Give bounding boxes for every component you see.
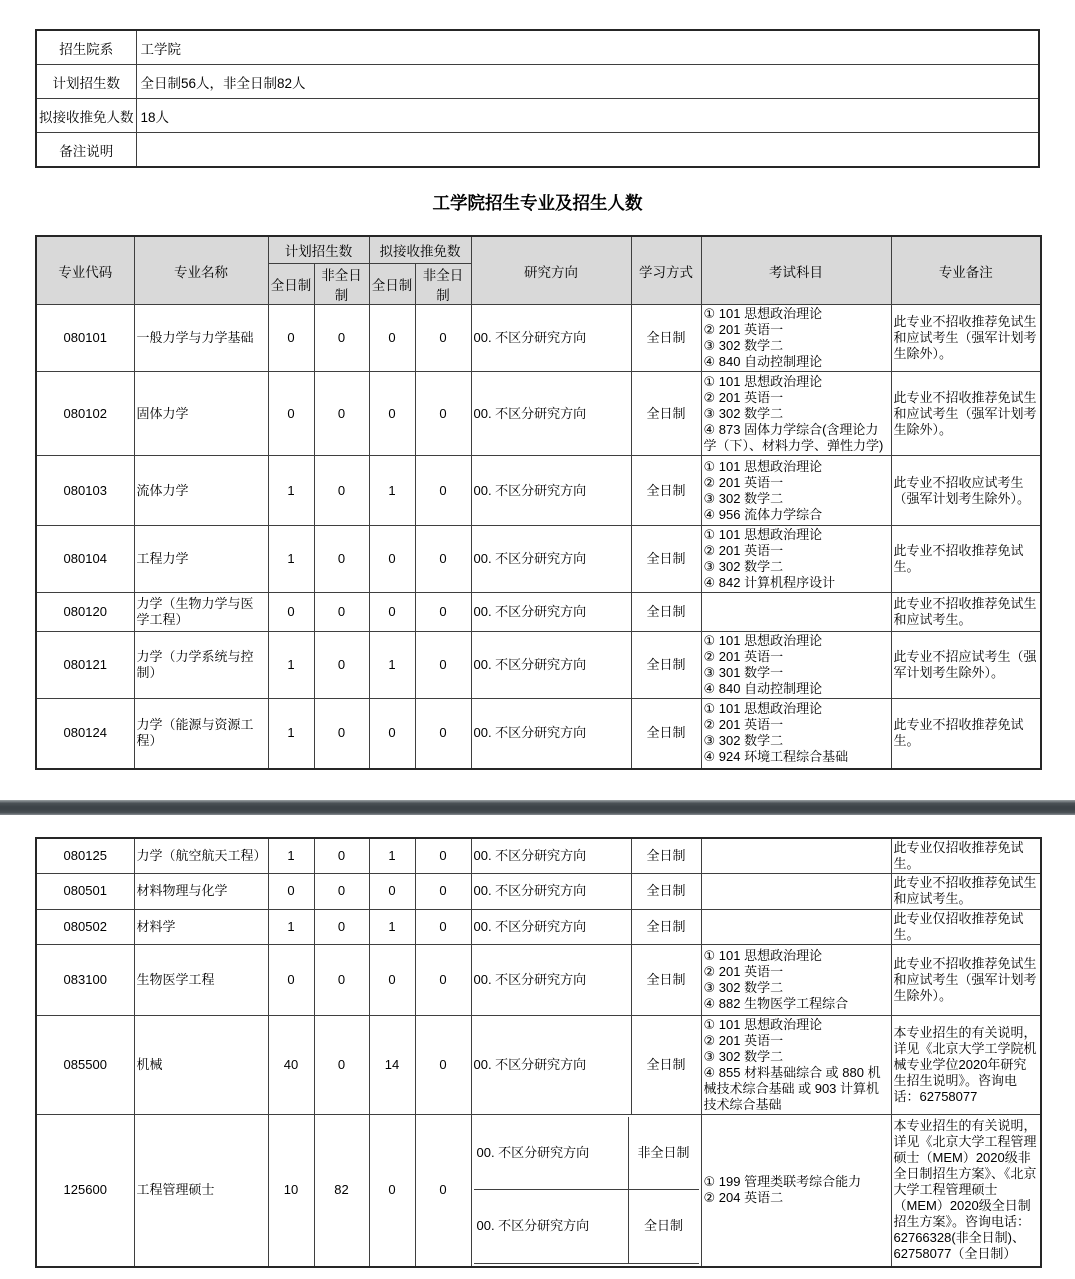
major-remark: 此专业不招收推荐免试生和应试考生（强军计划考生除外）。 (891, 944, 1041, 1015)
major-name: 生物医学工程 (134, 944, 268, 1015)
exempt-parttime-count: 0 (415, 372, 471, 456)
exam-subject-line: ② 201 英语一 (703, 649, 784, 664)
major-remark: 此专业不招收应试考生（强军计划考生除外）。 (891, 456, 1041, 526)
planned-parttime-count: 0 (314, 526, 369, 593)
page-divider-bar (0, 800, 1075, 815)
exempt-parttime-count: 0 (415, 526, 471, 593)
exam-subject-line: ① 101 思想政治理论 (703, 701, 823, 717)
study-mode: 全日制 (629, 1189, 699, 1263)
page-title: 工学院招生专业及招生人数 (432, 193, 643, 213)
exempt-parttime-count: 0 (415, 305, 471, 372)
exam-subject-line: ② 201 英语一 (703, 1032, 784, 1048)
major-row (36, 838, 1041, 874)
major-row (36, 632, 1041, 699)
planned-fulltime-count: 1 (268, 632, 314, 699)
exam-subject-line: ④ 873 固体力学综合(含理论力学（下）、材料力学、弹性力学) (703, 421, 884, 453)
exempt-fulltime-count: 1 (369, 838, 415, 874)
major-code: 080104 (36, 526, 134, 593)
info-label: 备注说明 (36, 133, 136, 168)
exam-subject-line: ③ 302 数学二 (703, 490, 784, 506)
major-remark: 此专业不招收推荐免试生和应试考生（强军计划考生除外）。 (891, 305, 1041, 372)
exam-subjects (701, 593, 891, 632)
planned-parttime-count: 0 (314, 305, 369, 372)
research-direction: 00. 不区分研究方向 (471, 944, 631, 1015)
exam-subject-line: ③ 301 数学一 (703, 665, 784, 680)
exempt-fulltime-count: 1 (369, 632, 415, 699)
exempt-parttime-count: 0 (415, 699, 471, 769)
exam-subjects (701, 456, 891, 526)
exam-subject-line: ④ 840 自动控制理论 (703, 681, 823, 696)
exam-subjects (701, 838, 891, 874)
exam-subject-line: ② 201 英语一 (703, 322, 784, 337)
research-direction: 00. 不区分研究方向 (471, 873, 631, 909)
exam-subjects (701, 632, 891, 699)
exam-subject-line: ② 201 英语一 (703, 717, 784, 733)
info-row (36, 65, 1039, 99)
major-code: 080125 (36, 838, 134, 874)
research-direction: 00. 不区分研究方向 (471, 632, 631, 699)
major-name: 力学（生物力学与医学工程） (134, 593, 268, 632)
exam-subject-line: ② 201 英语一 (703, 963, 784, 979)
col-header-exempt: 拟接收推免数 (369, 236, 471, 264)
study-mode: 非全日制 (637, 1144, 690, 1160)
planned-fulltime-count: 1 (268, 838, 314, 874)
study-mode: 全日制 (631, 593, 701, 632)
major-row (36, 1114, 1041, 1267)
major-name: 材料物理与化学 (134, 873, 268, 909)
major-code: 080103 (36, 456, 134, 526)
exam-subject-line: ① 101 思想政治理论 (703, 306, 823, 321)
exam-subject-line: ② 201 英语一 (703, 389, 784, 405)
study-mode: 全日制 (631, 909, 701, 944)
research-direction: 00. 不区分研究方向 (471, 838, 631, 874)
planned-fulltime-count: 40 (268, 1015, 314, 1114)
exempt-fulltime-count: 0 (369, 699, 415, 769)
exempt-fulltime-count: 14 (369, 1015, 415, 1114)
info-label: 拟接收推免人数 (36, 99, 136, 133)
exempt-fulltime-count: 0 (369, 1114, 415, 1267)
planned-fulltime-count: 1 (268, 526, 314, 593)
exam-subjects (701, 944, 891, 1015)
major-remark: 此专业仅招收推荐免试生。 (891, 909, 1041, 944)
research-direction: 00. 不区分研究方向 (471, 305, 631, 372)
major-row (36, 873, 1041, 909)
major-name: 流体力学 (134, 456, 268, 526)
exam-subject-line: ① 101 思想政治理论 (703, 947, 823, 963)
study-mode: 全日制 (631, 838, 701, 874)
exam-subjects (701, 1015, 891, 1114)
direction-mode-block (474, 1117, 699, 1264)
major-name: 工程管理硕士 (134, 1114, 268, 1267)
col-header-planned: 计划招生数 (268, 236, 369, 264)
planned-fulltime-count: 1 (268, 699, 314, 769)
exempt-fulltime-count: 0 (369, 873, 415, 909)
major-row (36, 699, 1041, 769)
info-value: 全日制56人，非全日制82人 (136, 65, 1039, 99)
exam-subject-line: ④ 924 环境工程综合基础 (703, 749, 849, 765)
exam-subject-line: ① 101 思想政治理论 (703, 527, 823, 542)
major-remark: 此专业不招应试考生（强军计划考生除外）。 (891, 632, 1041, 699)
exempt-parttime-count: 0 (415, 1015, 471, 1114)
research-direction: 00. 不区分研究方向 (471, 593, 631, 632)
major-remark: 此专业仅招收推荐免试生。 (891, 838, 1041, 874)
research-direction: 00. 不区分研究方向 (471, 456, 631, 526)
major-code: 080121 (36, 632, 134, 699)
exam-subject-line: ① 101 思想政治理论 (703, 633, 823, 648)
research-direction: 00. 不区分研究方向 (471, 1015, 631, 1114)
major-code: 080502 (36, 909, 134, 944)
exam-subject-line: ① 199 管理类联考综合能力 (703, 1174, 862, 1190)
exempt-parttime-count: 0 (415, 593, 471, 632)
info-value (136, 133, 1039, 168)
planned-fulltime-count: 0 (268, 305, 314, 372)
major-remark: 此专业不招收推荐免试生。 (891, 526, 1041, 593)
study-mode: 全日制 (631, 699, 701, 769)
exempt-fulltime-count: 0 (369, 593, 415, 632)
exempt-parttime-count: 0 (415, 1114, 471, 1267)
exempt-fulltime-count: 0 (369, 305, 415, 372)
planned-parttime-count: 82 (314, 1114, 369, 1267)
research-direction: 00. 不区分研究方向 (471, 526, 631, 593)
study-mode: 全日制 (631, 305, 701, 372)
planned-fulltime-count: 10 (268, 1114, 314, 1267)
exam-subjects (701, 305, 891, 372)
exempt-parttime-count: 0 (415, 873, 471, 909)
planned-parttime-count: 0 (314, 909, 369, 944)
info-row (36, 30, 1039, 65)
planned-fulltime-count: 0 (268, 593, 314, 632)
research-direction: 00. 不区分研究方向 (474, 1189, 629, 1263)
exam-subjects (701, 909, 891, 944)
majors-table-page2 (35, 837, 1042, 1269)
col-header-code: 专业代码 (36, 236, 134, 305)
major-code: 080102 (36, 372, 134, 456)
study-mode: 全日制 (631, 1015, 701, 1114)
exam-subject-line: ① 101 思想政治理论 (703, 1016, 823, 1032)
direction-mode-subtable (471, 1114, 701, 1267)
study-mode: 全日制 (631, 873, 701, 909)
exempt-fulltime-count: 0 (369, 944, 415, 1015)
exempt-fulltime-count: 1 (369, 456, 415, 526)
exam-subjects (701, 526, 891, 593)
exam-subject-line: ③ 302 数学二 (703, 733, 784, 749)
planned-parttime-count: 0 (314, 372, 369, 456)
exempt-fulltime-count: 1 (369, 909, 415, 944)
major-code: 125600 (36, 1114, 134, 1267)
col-header-mode: 学习方式 (631, 236, 701, 305)
col-header-name: 专业名称 (134, 236, 268, 305)
planned-parttime-count: 0 (314, 699, 369, 769)
exempt-fulltime-count: 0 (369, 372, 415, 456)
major-row (36, 909, 1041, 944)
exam-subject-line: ④ 842 计算机程序设计 (703, 575, 836, 590)
majors-table-page1 (35, 235, 1042, 770)
major-remark: 此专业不招收推荐免试生和应试考生（强军计划考生除外）。 (891, 372, 1041, 456)
planned-fulltime-count: 0 (268, 944, 314, 1015)
exam-subject-line: ④ 882 生物医学工程综合 (703, 995, 849, 1011)
exam-subject-line: ③ 302 数学二 (703, 979, 784, 995)
major-remark: 此专业不招收推荐免试生。 (891, 699, 1041, 769)
major-code: 083100 (36, 944, 134, 1015)
col-header-subjects: 考试科目 (701, 236, 891, 305)
major-remark: 此专业不招收推荐免试生和应试考生。 (891, 593, 1041, 632)
exam-subject-line: ① 101 思想政治理论 (703, 458, 823, 474)
planned-parttime-count: 0 (314, 873, 369, 909)
col-header-direction: 研究方向 (471, 236, 631, 305)
major-code: 080101 (36, 305, 134, 372)
planned-parttime-count: 0 (314, 1015, 369, 1114)
study-mode: 全日制 (631, 372, 701, 456)
study-mode: 全日制 (631, 456, 701, 526)
info-row (36, 99, 1039, 133)
exam-subject-line: ③ 302 数学二 (703, 338, 784, 353)
major-code: 080501 (36, 873, 134, 909)
planned-fulltime-count: 0 (268, 873, 314, 909)
exempt-parttime-count: 0 (415, 944, 471, 1015)
planned-parttime-count: 0 (314, 593, 369, 632)
admission-info-table (35, 29, 1040, 168)
major-name: 力学（力学系统与控制） (134, 632, 268, 699)
major-row (36, 944, 1041, 1015)
major-name: 机械 (134, 1015, 268, 1114)
major-row (36, 593, 1041, 632)
col-header-remark: 专业备注 (891, 236, 1041, 305)
planned-parttime-count: 0 (314, 944, 369, 1015)
major-name: 固体力学 (134, 372, 268, 456)
info-value: 工学院 (136, 30, 1039, 65)
research-direction: 00. 不区分研究方向 (471, 699, 631, 769)
exam-subject-line: ④ 840 自动控制理论 (703, 354, 823, 369)
planned-parttime-count: 0 (314, 456, 369, 526)
major-row (36, 372, 1041, 456)
exam-subjects (701, 873, 891, 909)
exam-subject-line: ③ 302 数学二 (703, 559, 784, 574)
study-mode: 全日制 (631, 632, 701, 699)
info-label: 计划招生数 (36, 65, 136, 99)
info-label: 招生院系 (36, 30, 136, 65)
study-mode: 全日制 (631, 526, 701, 593)
info-value: 18人 (136, 99, 1039, 133)
major-name: 工程力学 (134, 526, 268, 593)
col-subheader-planned-fulltime: 全日制 (268, 264, 314, 305)
major-name: 材料学 (134, 909, 268, 944)
col-subheader-exempt-fulltime: 全日制 (369, 264, 415, 305)
major-row (36, 456, 1041, 526)
major-name: 一般力学与力学基础 (134, 305, 268, 372)
major-name: 力学（能源与资源工程） (134, 699, 268, 769)
planned-fulltime-count: 1 (268, 456, 314, 526)
col-subheader-exempt-parttime: 非全日制 (415, 264, 471, 305)
exam-subject-line: ② 201 英语一 (703, 543, 784, 558)
exam-subject-line: ③ 302 数学二 (703, 1048, 784, 1064)
exam-subject-line: ① 101 思想政治理论 (703, 373, 823, 389)
exempt-fulltime-count: 0 (369, 526, 415, 593)
header-row-groups (36, 236, 1041, 264)
exam-subjects (701, 699, 891, 769)
major-remark: 本专业招生的有关说明，详见《北京大学工程管理硕士（MEM）2020级非全日制招生方案》、《北京大学工程管理硕士（MEM）2020级全日制招生方案》。咨询电话：62766328(非全日制)、62758077（全日制） (891, 1114, 1041, 1267)
exam-subjects (701, 1114, 891, 1267)
research-direction: 00. 不区分研究方向 (471, 372, 631, 456)
exam-subject-line: ④ 855 材料基础综合 或 880 机械技术综合基础 或 903 计算机技术综合基础 (703, 1064, 881, 1112)
exam-subject-line: ④ 956 流体力学综合 (703, 506, 823, 522)
exam-subject-line: ② 204 英语二 (703, 1190, 784, 1206)
major-code: 085500 (36, 1015, 134, 1114)
major-row (36, 1015, 1041, 1114)
exempt-parttime-count: 0 (415, 456, 471, 526)
planned-parttime-count: 0 (314, 838, 369, 874)
exempt-parttime-count: 0 (415, 909, 471, 944)
major-row (36, 305, 1041, 372)
study-mode: 全日制 (631, 944, 701, 1015)
exam-subject-line: ③ 302 数学二 (703, 405, 784, 421)
research-direction: 00. 不区分研究方向 (474, 1117, 629, 1189)
major-code: 080120 (36, 593, 134, 632)
major-name: 力学（航空航天工程） (134, 838, 268, 874)
planned-fulltime-count: 0 (268, 372, 314, 456)
exam-subject-line: ② 201 英语一 (703, 474, 784, 490)
major-remark: 此专业不招收推荐免试生和应试考生。 (891, 873, 1041, 909)
exempt-parttime-count: 0 (415, 632, 471, 699)
exam-subjects (701, 372, 891, 456)
col-subheader-planned-parttime: 非全日制 (314, 264, 369, 305)
major-code: 080124 (36, 699, 134, 769)
major-remark: 本专业招生的有关说明，详见《北京大学工学院机械专业学位2020年研究生招生说明》。咨询电话：62758077 (891, 1015, 1041, 1114)
research-direction: 00. 不区分研究方向 (471, 909, 631, 944)
planned-fulltime-count: 1 (268, 909, 314, 944)
planned-parttime-count: 0 (314, 632, 369, 699)
exempt-parttime-count: 0 (415, 838, 471, 874)
info-row (36, 133, 1039, 168)
major-row (36, 526, 1041, 593)
